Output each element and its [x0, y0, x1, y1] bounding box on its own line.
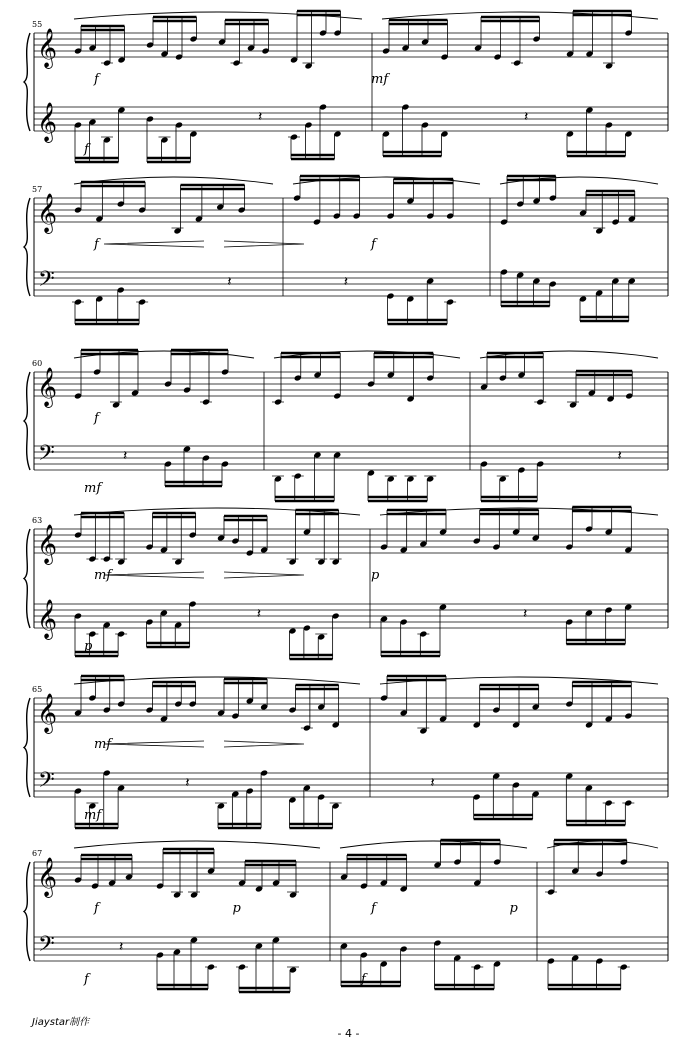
bass-clef-icon: 𝄢 — [38, 267, 55, 297]
dynamic-marking: mf — [94, 568, 112, 583]
phrase-slur — [74, 677, 360, 684]
treble-clef-icon: 𝄞 — [37, 367, 58, 407]
phrase-slur — [74, 841, 320, 848]
brace-icon — [24, 33, 30, 131]
rest-icon: 𝄽 — [343, 274, 349, 290]
dynamic-marking: p — [84, 639, 93, 654]
treble-clef-icon: 𝄞 — [37, 599, 58, 639]
brace-icon — [24, 198, 30, 296]
dynamic-marking: mf — [84, 808, 102, 823]
treble-clef-icon: 𝄞 — [37, 102, 58, 142]
rest-icon: 𝄽 — [258, 109, 263, 125]
rest-icon: 𝄽 — [227, 274, 232, 290]
rest-icon: 𝄽 — [523, 606, 528, 622]
brace-icon — [24, 862, 30, 961]
treble-clef-icon: 𝄞 — [37, 193, 58, 233]
dynamic-marking: mf — [371, 72, 389, 87]
measure-number: 63 — [32, 516, 43, 525]
measure-number: 60 — [32, 359, 43, 368]
dynamic-marking: f — [84, 972, 89, 987]
brace-icon — [24, 698, 30, 797]
page-number: - 4 - — [337, 1027, 360, 1040]
crescendo-hairpin — [104, 572, 204, 578]
dynamic-marking: f — [371, 901, 376, 916]
measure-number: 67 — [32, 849, 43, 858]
dynamic-marking: p — [232, 901, 241, 916]
dynamic-marking: f — [361, 972, 366, 987]
bass-clef-icon: 𝄢 — [38, 768, 55, 798]
phrase-slur — [340, 841, 527, 848]
crescendo-hairpin — [104, 741, 204, 747]
brace-icon — [24, 529, 30, 628]
dynamic-marking: mf — [94, 737, 112, 752]
bass-clef-icon: 𝄢 — [38, 441, 55, 471]
treble-clef-icon: 𝄞 — [37, 28, 58, 68]
brace-icon — [24, 372, 30, 470]
dynamic-marking: p — [371, 568, 380, 583]
decrescendo-hairpin — [224, 572, 304, 578]
rest-icon: 𝄽 — [256, 606, 262, 622]
measure-number: 57 — [32, 185, 43, 194]
rest-icon: 𝄽 — [119, 939, 124, 955]
rest-icon: 𝄽 — [617, 448, 622, 464]
dynamic-marking: f — [84, 142, 89, 157]
crescendo-hairpin — [104, 241, 204, 247]
measure-number: 65 — [32, 685, 43, 694]
phrase-slur — [74, 351, 254, 358]
decrescendo-hairpin — [224, 241, 304, 247]
dynamic-marking: f — [94, 72, 99, 87]
phrase-slur — [500, 177, 658, 184]
phrase-slur — [74, 12, 362, 19]
rest-icon: 𝄽 — [185, 775, 190, 791]
arranger-credit: Jiaystar制作 — [32, 1017, 90, 1028]
decrescendo-hairpin — [224, 741, 304, 747]
rest-icon: 𝄽 — [430, 775, 435, 791]
rest-icon: 𝄽 — [524, 109, 529, 125]
dynamic-marking: f — [94, 237, 99, 252]
treble-clef-icon: 𝄞 — [37, 693, 58, 733]
rest-icon: 𝄽 — [123, 448, 128, 464]
dynamic-marking: f — [94, 901, 99, 916]
bass-clef-icon: 𝄢 — [38, 932, 55, 962]
dynamic-marking: f — [94, 411, 99, 426]
dynamic-marking: p — [509, 901, 518, 916]
dynamic-marking: f — [371, 237, 376, 252]
measure-number: 55 — [32, 20, 43, 29]
treble-clef-icon: 𝄞 — [37, 524, 58, 564]
dynamic-marking: mf — [84, 481, 102, 496]
treble-clef-icon: 𝄞 — [37, 857, 58, 897]
